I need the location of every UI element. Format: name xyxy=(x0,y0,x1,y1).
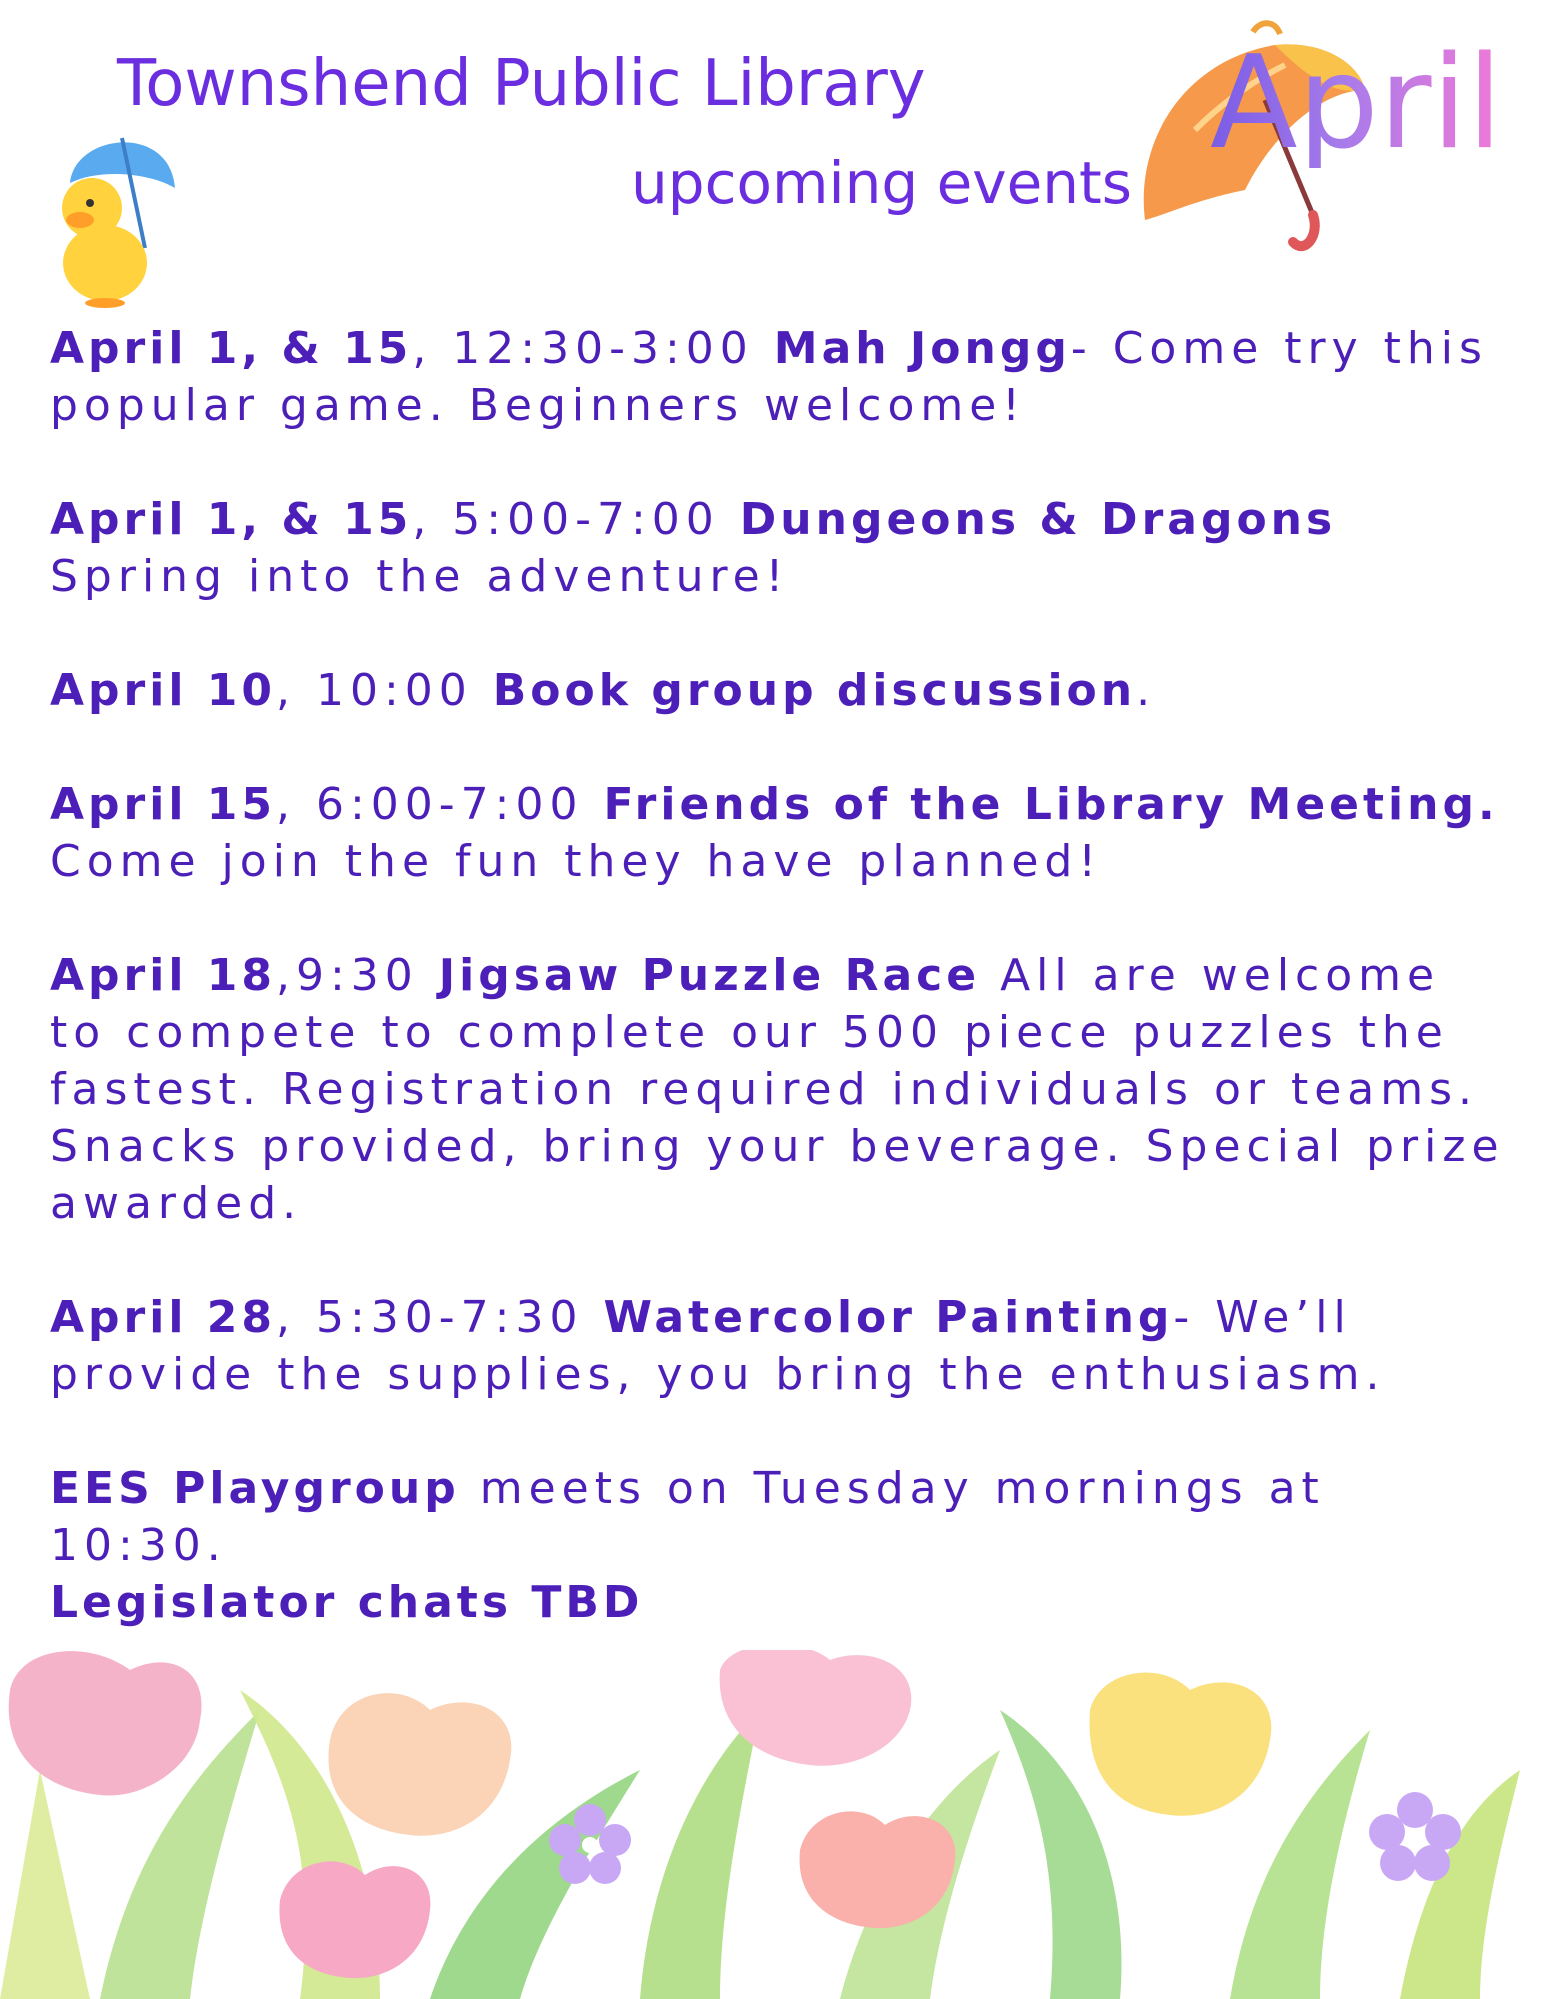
event-item xyxy=(50,1289,1510,1403)
event-name: Jigsaw Puzzle Race xyxy=(438,950,981,1001)
event-separator: , xyxy=(412,323,453,374)
event-description: Spring into the adventure! xyxy=(50,551,790,602)
event-time: 6:00-7:00 xyxy=(315,779,604,830)
event-time: 12:30-3:00 xyxy=(452,323,774,374)
legislator-item xyxy=(50,1574,1510,1631)
event-date: April 15 xyxy=(50,779,276,830)
tulip-illustration xyxy=(0,1650,1545,1999)
event-separator: , xyxy=(275,950,296,1001)
event-description: - Come try this popular game. Beginners welcome! xyxy=(50,323,1488,431)
library-title: Townshend Public Library xyxy=(117,47,926,121)
event-item xyxy=(50,491,1510,605)
legislator-text: Legislator chats TBD xyxy=(50,1577,644,1628)
event-name: Dungeons & Dragons xyxy=(739,494,1337,545)
event-time: 10:00 xyxy=(315,665,493,716)
event-time: 5:30-7:30 xyxy=(315,1292,604,1343)
event-item xyxy=(50,320,1510,434)
month-label: April xyxy=(1210,29,1503,178)
event-date: April 10 xyxy=(50,665,276,716)
event-item xyxy=(50,776,1510,890)
event-name: Friends of the Library Meeting. xyxy=(603,779,1499,830)
events-list xyxy=(50,320,1510,1631)
event-date: April 18 xyxy=(50,950,276,1001)
event-separator: , xyxy=(275,665,316,716)
event-date: April 1, & 15 xyxy=(50,323,413,374)
event-item xyxy=(50,662,1510,719)
event-item xyxy=(50,947,1510,1232)
event-description: . xyxy=(1136,665,1157,716)
event-description: - We’ll provide the supplies, you bring the enthusiasm. xyxy=(50,1292,1386,1400)
event-name: Watercolor Painting xyxy=(603,1292,1174,1343)
duck-icon xyxy=(50,128,180,308)
event-name: Mah Jongg xyxy=(773,323,1071,374)
event-separator: , xyxy=(412,494,453,545)
event-date: April 1, & 15 xyxy=(50,494,413,545)
event-time: 5:00-7:00 xyxy=(452,494,740,545)
playgroup-item xyxy=(50,1460,1510,1574)
event-date: April 28 xyxy=(50,1292,276,1343)
event-description: Come join the fun they have planned! xyxy=(50,836,1102,887)
page-subtitle: upcoming events xyxy=(631,149,1132,217)
playgroup-description: meets on Tuesday mornings at 10:30. xyxy=(50,1463,1325,1571)
event-description: All are welcome to compete to complete our 500 piece puzzles the fastest. Registration required individuals or teams. Snacks provided, bring your beverage. Special prize awarded. xyxy=(50,950,1505,1229)
event-separator: , xyxy=(275,779,316,830)
event-name: Book group discussion xyxy=(492,665,1137,716)
event-time: 9:30 xyxy=(295,950,439,1001)
event-separator: , xyxy=(275,1292,316,1343)
playgroup-name: EES Playgroup xyxy=(50,1463,460,1514)
